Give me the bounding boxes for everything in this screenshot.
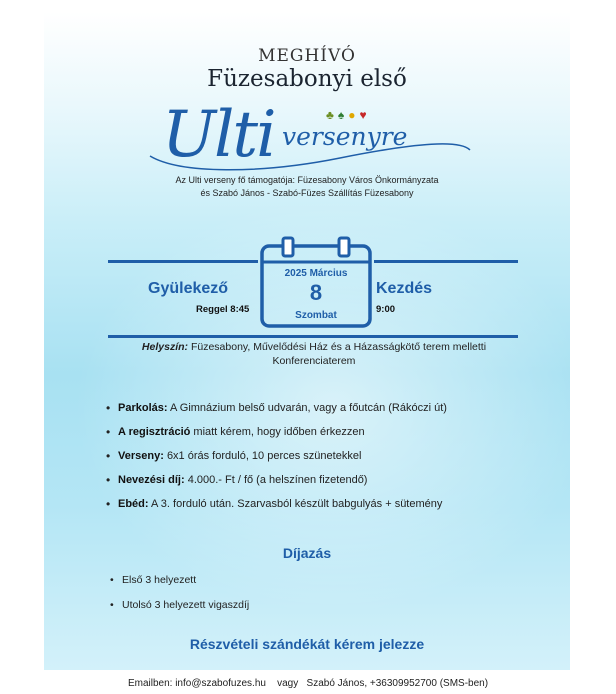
list-item bbox=[106, 420, 546, 444]
start-label: Kezdés bbox=[376, 280, 433, 297]
divider bbox=[108, 260, 258, 263]
detail-text: miatt kérem, hogy időben érkezzen bbox=[193, 426, 365, 438]
invitation-poster bbox=[44, 12, 570, 670]
detail-text: 4.000.- Ft / fő (a helszínen fizetendő) bbox=[187, 474, 368, 486]
contact-line: Emailben: info@szabofuzes.hu vagy Szabó János, +36309952700 (SMS-ben) bbox=[127, 678, 489, 689]
event-date-day: 8 bbox=[309, 280, 323, 305]
heart-icon: ♥ bbox=[359, 108, 371, 122]
invite-heading: MEGHÍVÓ bbox=[258, 46, 356, 66]
rsvp-heading: Részvételi szándékát kérem jelezze bbox=[189, 636, 425, 652]
acorn-icon: ♣ bbox=[326, 108, 338, 122]
script-title: Ulti bbox=[162, 98, 275, 172]
list-item bbox=[106, 396, 546, 420]
divider bbox=[108, 335, 518, 338]
detail-text: A Gimnázium belső udvarán, vagy a főutcán (Rákóczi út) bbox=[169, 402, 447, 414]
list-item bbox=[106, 444, 546, 468]
detail-text: A 3. forduló után. Szarvasból készült babgulyás + sütemény bbox=[151, 498, 443, 510]
venue-text: Füzesabony, Művelődési Ház és a Házasságkötő terem melletti Konferenciaterem bbox=[190, 341, 487, 367]
list-item bbox=[106, 468, 546, 492]
card-suits bbox=[326, 108, 371, 122]
start-time: 9:00 bbox=[376, 304, 396, 315]
event-date-month: 2025 Március bbox=[284, 268, 348, 279]
script-subtitle: versenyre bbox=[282, 122, 408, 151]
tournament-title: Füzesabonyi első bbox=[207, 66, 407, 92]
prizes-heading: Díjazás bbox=[282, 545, 332, 561]
sponsor-line: Az Ulti verseny fő támogatója: Füzesabony Város Önkormányzata bbox=[175, 175, 439, 185]
sponsor-line: és Szabó János - Szabó-Füzes Szállítás Füzesabony bbox=[200, 188, 414, 198]
divider bbox=[374, 260, 518, 263]
list-item bbox=[106, 492, 546, 516]
list-item: • Első 3 helyezett bbox=[110, 568, 510, 593]
detail-label: Nevezési díj: bbox=[118, 474, 185, 486]
bell-icon: ● bbox=[348, 108, 360, 122]
event-date-weekday: Szombat bbox=[295, 310, 337, 321]
venue-label: Helyszín: bbox=[141, 341, 189, 353]
detail-label: Ebéd: bbox=[118, 498, 149, 510]
gathering-time: Reggel 8:45 bbox=[196, 304, 250, 315]
leaf-icon: ♠ bbox=[337, 108, 349, 122]
venue-info bbox=[104, 340, 524, 368]
details-list bbox=[106, 396, 546, 516]
list-item: • Utolsó 3 helyezett vigaszdíj bbox=[110, 593, 510, 618]
detail-label: Parkolás: bbox=[118, 402, 168, 414]
detail-label: Verseny: bbox=[118, 450, 164, 462]
prizes-list bbox=[110, 568, 510, 618]
gathering-label: Gyülekező bbox=[148, 280, 229, 297]
detail-text: 6x1 órás forduló, 10 perces szünetekkel bbox=[166, 450, 362, 462]
detail-label: A regisztráció bbox=[118, 426, 191, 438]
